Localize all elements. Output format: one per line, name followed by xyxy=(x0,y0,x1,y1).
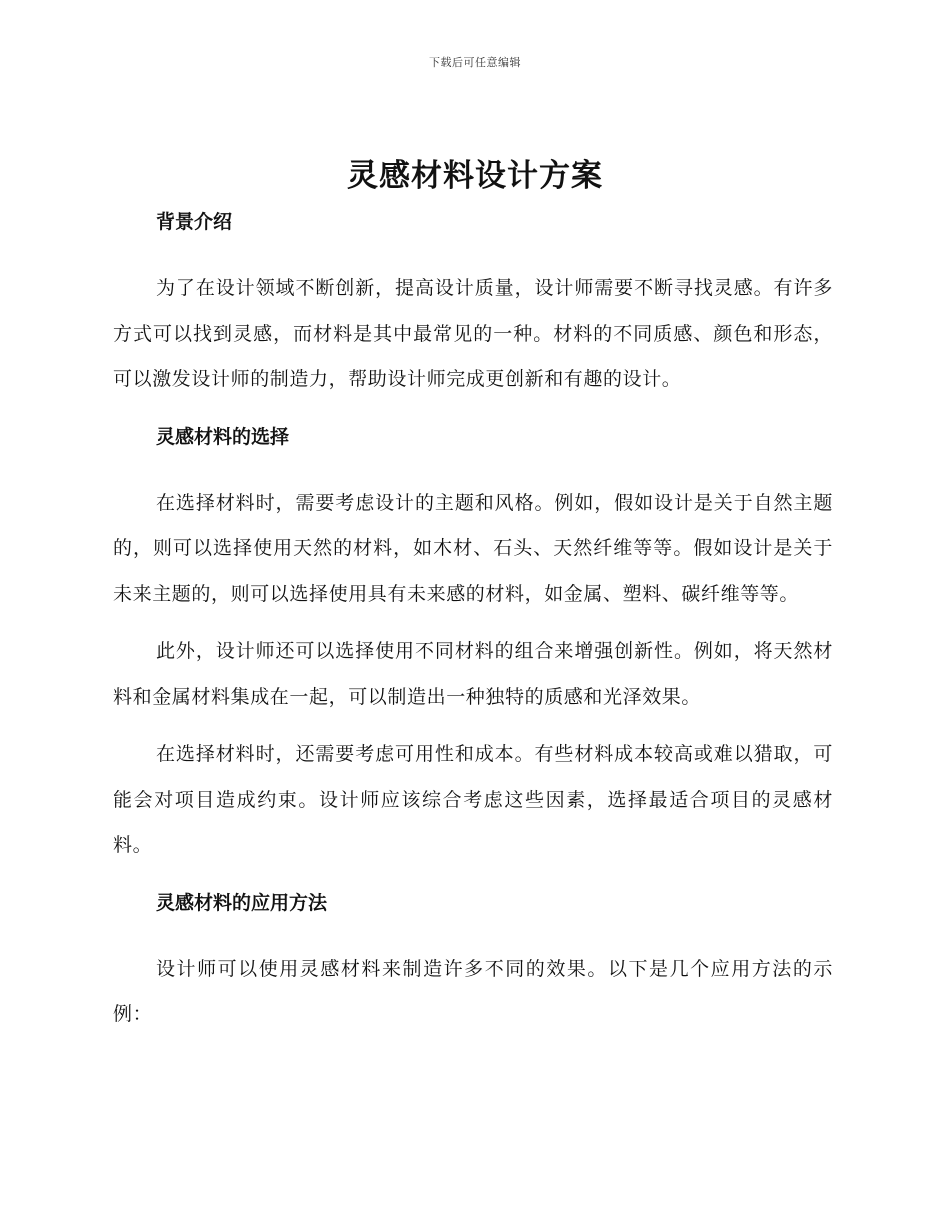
document-title: 灵感材料设计方案 xyxy=(347,158,603,194)
page-header-note: 下载后可任意编辑 xyxy=(429,56,521,69)
paragraph-selection-theme: 在选择材料时，需要考虑设计的主题和风格。例如，假如设计是关于自然主题的，则可以选择使用天然的材料，如木材、石头、天然纤维等等。假如设计是关于未来主题的，则可以选择使用具有未来感的材料，如金属、塑料、碳纤维等等。 xyxy=(113,491,833,605)
section-heading-material-selection: 灵感材料的选择 xyxy=(156,425,290,448)
paragraph-background-intro: 为了在设计领域不断创新，提高设计质量，设计师需要不断寻找灵感。有许多方式可以找到灵感，而材料是其中最常见的一种。材料的不同质感、颜色和形态，可以激发设计师的制造力，帮助设计师完成更创新和有趣的设计。 xyxy=(113,277,833,390)
section-heading-background: 背景介绍 xyxy=(156,211,233,233)
paragraph-application-intro: 设计师可以使用灵感材料来制造许多不同的效果。以下是几个应用方法的示例： xyxy=(113,957,833,1025)
section-heading-application-methods: 灵感材料的应用方法 xyxy=(156,891,328,914)
paragraph-selection-cost: 在选择材料时，还需要考虑可用性和成本。有些材料成本较高或难以猎取，可能会对项目造成约束。设计师应该综合考虑这些因素，选择最适合项目的灵感材料。 xyxy=(113,743,833,856)
document-body xyxy=(113,208,833,1038)
paragraph-selection-combination: 此外，设计师还可以选择使用不同材料的组合来增强创新性。例如，将天然材料和金属材料集成在一起，可以制造出一种独特的质感和光泽效果。 xyxy=(113,640,833,708)
